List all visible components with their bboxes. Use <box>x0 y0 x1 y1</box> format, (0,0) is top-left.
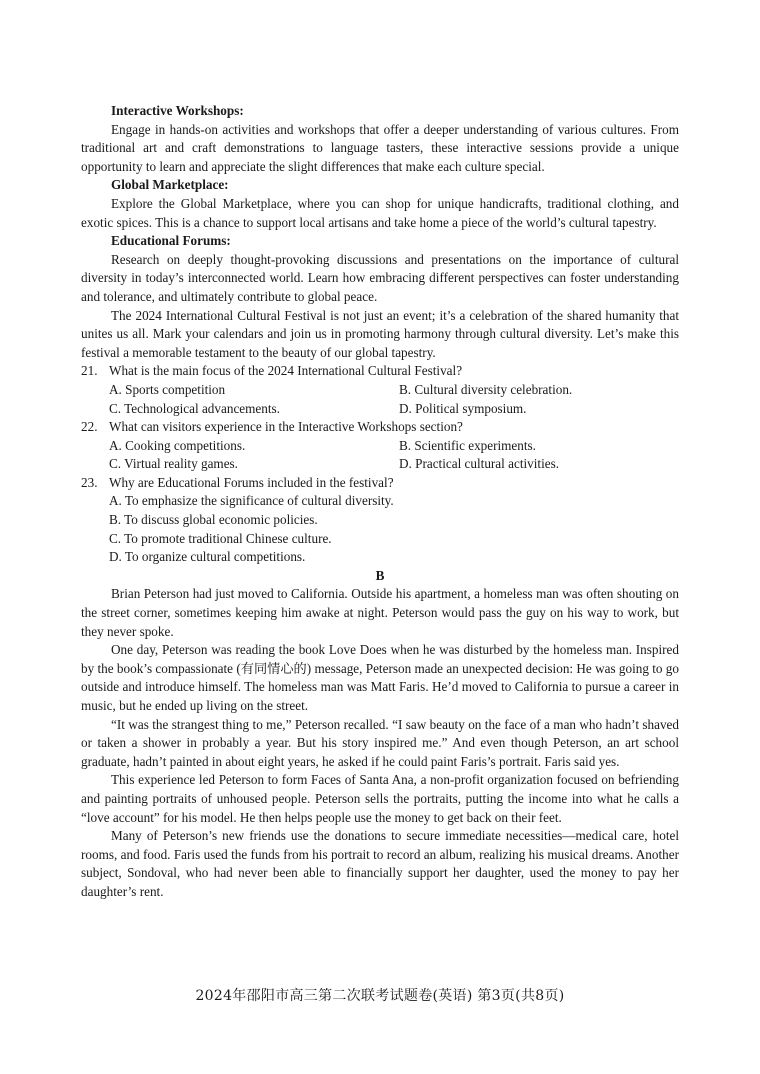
question-21-options-row-2 <box>81 400 679 419</box>
question-number: 22. <box>81 419 98 435</box>
closing-paragraph: The 2024 International Cultural Festival is not just an event; it’s a celebration of the shared humanity that unites us all. Mark your calendars and join us in promoting harmony through cultural diversity. Let’s make this festival a memorable testament to the beauty of our global tapestry. <box>81 307 679 360</box>
option-a[interactable]: A. To emphasize the significance of cultural diversity. <box>109 493 394 509</box>
question-21-options-row-1 <box>81 381 679 400</box>
question-22-options-row-2 <box>81 455 679 474</box>
marketplace-heading: Global Marketplace: <box>111 177 229 193</box>
passage-b-paragraph: One day, Peterson was reading the book Love Does when he was disturbed by the homeless man. Inspired by the book’s compassionate (有同情心的) message, Peterson made an unexpected decision: He was going to go outside and introduce himself. The homeless man was Matt Faris. He’d moved to California to pursue a career in music, but he ended up living on the street. <box>81 642 679 713</box>
question-number: 21. <box>81 363 98 379</box>
option-a[interactable]: A. Sports competition <box>109 381 226 397</box>
option-c[interactable]: C. Technological advancements. <box>109 400 280 416</box>
option-c[interactable]: C. To promote traditional Chinese culture. <box>109 530 332 546</box>
option-d[interactable]: D. Political symposium. <box>399 400 527 416</box>
option-b[interactable]: B. To discuss global economic policies. <box>109 512 318 528</box>
option-d[interactable]: D. Practical cultural activities. <box>399 456 560 472</box>
passage-b-paragraph: Many of Peterson’s new friends use the donations to secure immediate necessities—medical care, hotel rooms, and food. Faris used the funds from his portrait to record an album, realizing his musical dreams. Another subject, Sondoval, who had never been able to financially support her daughter, used the money to pay her daughter’s rent. <box>81 828 679 899</box>
option-b[interactable]: B. Cultural diversity celebration. <box>399 381 573 397</box>
section-b-label: B <box>375 567 385 583</box>
question-22 <box>81 418 679 437</box>
workshops-paragraph: Engage in hands-on activities and workshops that offer a deeper understanding of various cultures. From traditional art and craft demonstrations to language tasters, these interactive sessions provide a unique opportunity to learn and appreciate the slight differences that make each culture special. <box>81 121 679 174</box>
page-footer: 2024年邵阳市高三第二次联考试题卷(英语) 第3页(共8页) <box>195 988 565 1004</box>
question-22-options-row-1 <box>81 437 679 456</box>
workshops-heading: Interactive Workshops: <box>111 103 244 118</box>
marketplace-paragraph: Explore the Global Marketplace, where you can shop for unique handicrafts, traditional clothing, and exotic spices. This is a chance to support local artisans and take home a piece of the world’s cultural tapestry. <box>81 195 679 230</box>
forums-paragraph: Research on deeply thought-provoking discussions and presentations on the importance of cultural diversity in today’s interconnected world. Learn how embracing different perspectives can foster understanding and tolerance, and ultimately contribute to global peace. <box>81 251 679 304</box>
passage-b-paragraph: Brian Peterson had just moved to California. Outside his apartment, a homeless man was often shouting on the street corner, sometimes keeping him awake at night. Peterson would pass the guy on his way to work, but they never spoke. <box>81 586 679 639</box>
question-text: What can visitors experience in the Interactive Workshops section? <box>109 419 463 435</box>
forums-heading: Educational Forums: <box>111 233 231 249</box>
passage-b-paragraph: This experience led Peterson to form Faces of Santa Ana, a non-profit organization focused on befriending and painting portraits of unhoused people. Peterson sells the portraits, putting the income into what he calls a “love account” for his model. He then helps people use the money to get back on their feet. <box>81 772 679 825</box>
option-b[interactable]: B. Scientific experiments. <box>399 437 536 453</box>
passage-b-paragraph: “It was the strangest thing to me,” Peterson recalled. “I saw beauty on the face of a man who hadn’t shaved or taken a shower in probably a year. But his story inspired me.” And even though Peterson, an art school graduate, hadn’t painted in about eight years, he asked if he could paint Faris’s portrait. Faris said yes. <box>81 716 679 769</box>
option-d[interactable]: D. To organize cultural competitions. <box>109 549 306 565</box>
question-text: Why are Educational Forums included in the festival? <box>109 474 394 490</box>
exam-page <box>81 102 679 902</box>
question-text: What is the main focus of the 2024 International Cultural Festival? <box>109 363 463 379</box>
question-21 <box>81 362 679 381</box>
option-c[interactable]: C. Virtual reality games. <box>109 456 238 472</box>
question-number: 23. <box>81 474 98 490</box>
option-a[interactable]: A. Cooking competitions. <box>109 437 246 453</box>
question-23 <box>81 474 679 493</box>
